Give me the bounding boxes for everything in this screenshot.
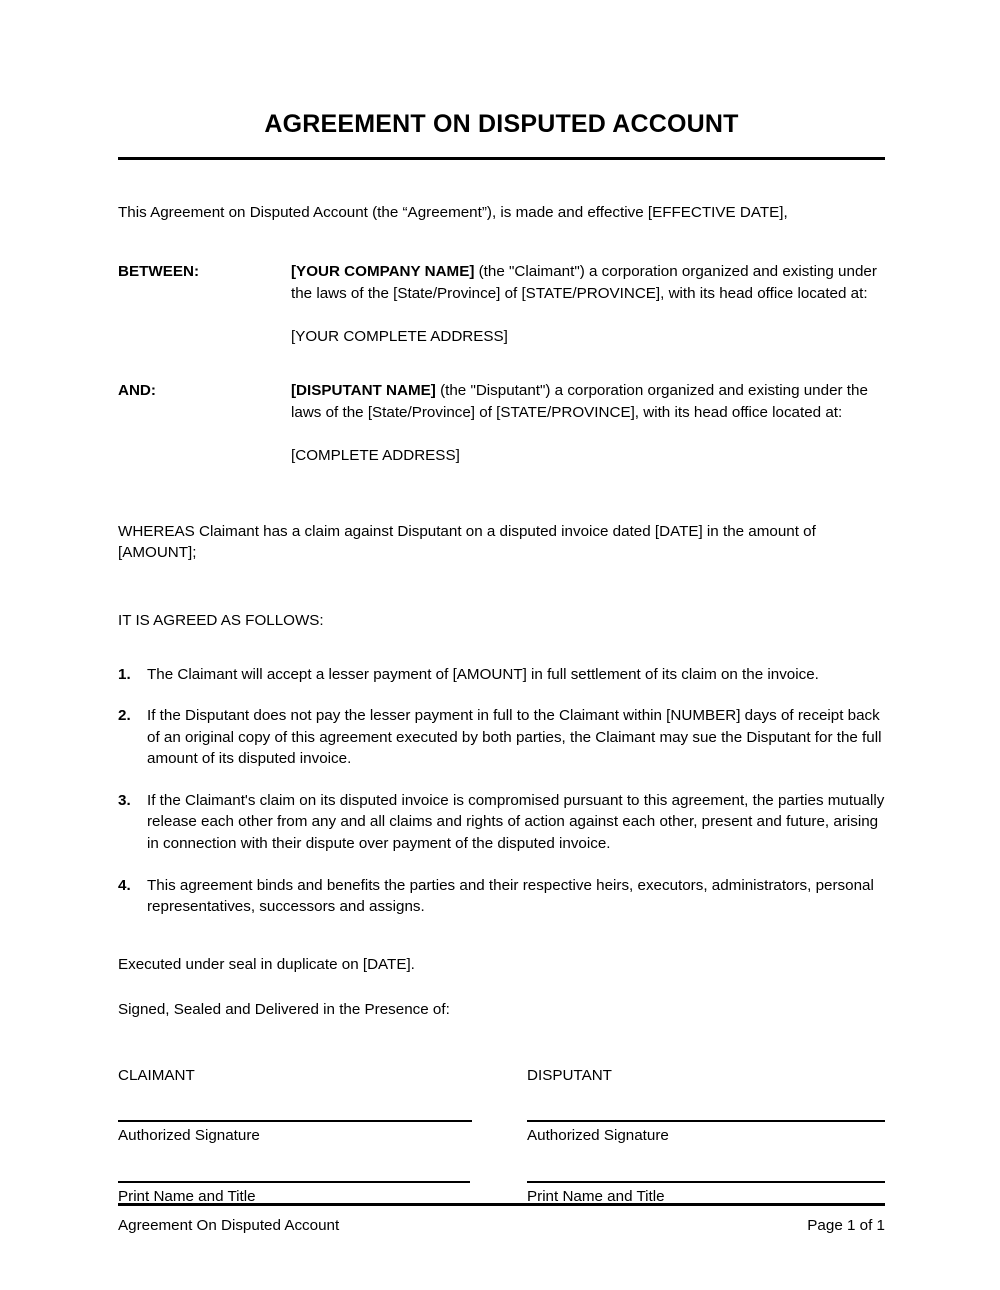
party-label-and: AND:: [118, 382, 156, 400]
party-details-disputant: [291, 380, 885, 467]
title-divider: [118, 157, 885, 160]
signature-line-disputant[interactable]: [527, 1120, 885, 1122]
clause-item: [118, 664, 885, 686]
signature-heading-claimant: CLAIMANT: [118, 1066, 195, 1084]
footer-divider: [118, 1203, 885, 1206]
clause-number: 2.: [118, 707, 131, 725]
signed-presence-statement: Signed, Sealed and Delivered in the Presence of:: [118, 1001, 450, 1019]
intro-paragraph: This Agreement on Disputed Account (the “Agreement”), is made and effective [EFFECTIVE DATE],: [118, 203, 788, 221]
print-name-line-claimant[interactable]: [118, 1181, 470, 1183]
whereas-paragraph: WHEREAS Claimant has a claim against Disputant on a disputed invoice dated [DATE] in the amount of [AMOUNT];: [118, 522, 816, 562]
page-footer: [118, 1203, 885, 1237]
signature-heading-disputant: DISPUTANT: [527, 1066, 612, 1084]
clause-text: This agreement binds and benefits the parties and their respective heirs, executors, administrators, personal representatives, successors and assigns.: [147, 876, 874, 916]
clause-text: The Claimant will accept a lesser payment of [AMOUNT] in full settlement of its claim on the invoice.: [147, 665, 819, 683]
party-block-disputant: [118, 380, 885, 467]
document-body: [118, 0, 885, 1208]
clause-item: [118, 790, 885, 855]
print-name-line-disputant[interactable]: [527, 1181, 885, 1183]
disputant-description: (the "Disputant") a corporation organized and existing under the laws of the [State/Province] of [STATE/PROVINCE], with its head office located at:: [291, 382, 868, 421]
clause-item: [118, 705, 885, 770]
signature-column-claimant: [118, 1065, 527, 1208]
executed-statement: Executed under seal in duplicate on [DATE].: [118, 955, 415, 973]
footer-document-name: Agreement On Disputed Account: [118, 1217, 340, 1234]
page-title: AGREEMENT ON DISPUTED ACCOUNT: [264, 110, 739, 138]
clause-text: If the Disputant does not pay the lesser payment in full to the Claimant within [NUMBER] days of receipt back of an original copy of this agreement executed by both parties, the Claimant may sue the Disputant for the full amount of its disputed invoice.: [147, 707, 882, 768]
claimant-name: [YOUR COMPANY NAME]: [291, 263, 475, 281]
clause-text: If the Claimant's claim on its disputed invoice is compromised pursuant to this agreement, the parties mutually release each other from any and all claims and rights of action against each other, present and future, arising in connection with their dispute over payment of the disputed invoice.: [147, 791, 885, 852]
clause-number: 1.: [118, 665, 131, 683]
signature-line-claimant[interactable]: [118, 1120, 472, 1122]
clause-list: [118, 664, 885, 918]
agreed-heading: IT IS AGREED AS FOLLOWS:: [118, 611, 324, 629]
party-details-claimant: [291, 261, 885, 348]
party-label-between: BETWEEN:: [118, 263, 199, 281]
clause-number: 3.: [118, 791, 131, 809]
clause-item: [118, 875, 885, 918]
party-block-claimant: [118, 261, 885, 348]
signature-caption-claimant: Authorized Signature: [118, 1127, 260, 1145]
print-name-caption-disputant: Print Name and Title: [527, 1188, 665, 1206]
signature-area: [118, 1065, 885, 1208]
print-name-caption-claimant: Print Name and Title: [118, 1188, 256, 1206]
signature-caption-disputant: Authorized Signature: [527, 1127, 669, 1145]
claimant-address: [YOUR COMPLETE ADDRESS]: [291, 328, 508, 346]
disputant-address: [COMPLETE ADDRESS]: [291, 447, 460, 465]
claimant-description: (the "Claimant") a corporation organized and existing under the laws of the [State/Province] of [STATE/PROVINCE], with its head office located at:: [291, 263, 877, 302]
footer-page-number: Page 1 of 1: [807, 1217, 885, 1234]
signature-column-disputant: [527, 1065, 936, 1208]
clause-number: 4.: [118, 876, 131, 894]
footer-row: [118, 1215, 885, 1237]
disputant-name: [DISPUTANT NAME]: [291, 382, 436, 400]
